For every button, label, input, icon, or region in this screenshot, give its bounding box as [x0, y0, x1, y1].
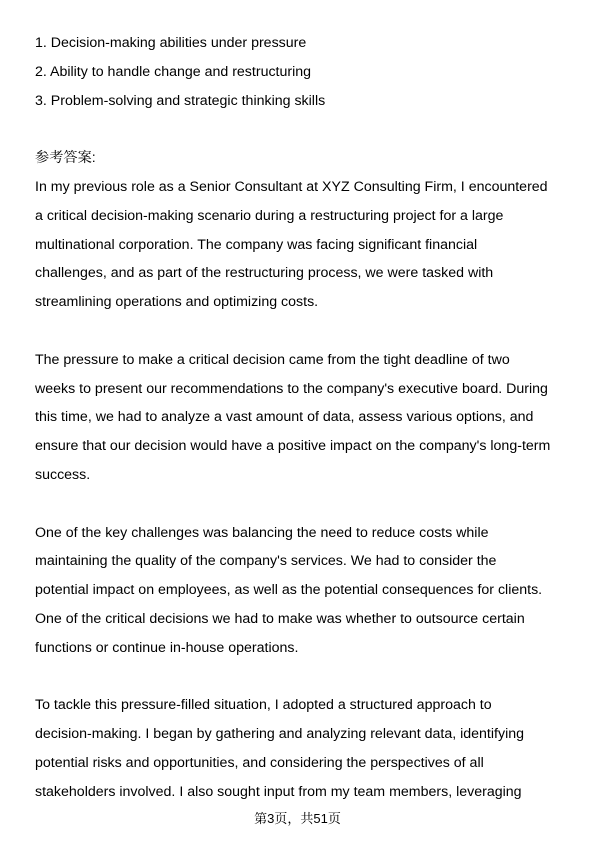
paragraph-line: potential impact on employees, as well as the potential consequences for clients. — [35, 582, 543, 599]
paragraph — [35, 346, 560, 490]
spacer — [35, 490, 560, 519]
paragraph — [35, 519, 560, 663]
paragraph-line: decision-making. I began by gathering and analyzing relevant data, identifying — [35, 726, 524, 743]
paragraph — [35, 691, 560, 806]
paragraph-line: One of the key challenges was balancing the need to reduce costs while — [35, 524, 489, 541]
paragraph-line: success. — [35, 466, 91, 483]
paragraph — [35, 173, 560, 317]
paragraph-line: In my previous role as a Senior Consultant at XYZ Consulting Firm, I encountered — [35, 178, 548, 195]
list-item: 3. Problem-solving and strategic thinking skills — [35, 92, 326, 109]
paragraph-line: The pressure to make a critical decision came from the tight deadline of two — [35, 351, 510, 368]
paragraph-line: weeks to present our recommendations to the company's executive board. During — [35, 380, 548, 397]
spacer — [35, 317, 560, 346]
paragraph-line: streamlining operations and optimizing costs. — [35, 294, 319, 311]
paragraph-line: ensure that our decision would have a positive impact on the company's long-term — [35, 438, 551, 455]
paragraph-line: stakeholders involved. I also sought input from my team members, leveraging — [35, 783, 522, 800]
spacer — [35, 663, 560, 692]
paragraph-line: functions or continue in-house operations. — [35, 639, 299, 656]
paragraph-line: One of the critical decisions we had to make was whether to outsource certain — [35, 610, 525, 627]
paragraph-line: challenges, and as part of the restructuring process, we were tasked with — [35, 265, 494, 282]
paragraph-line: a critical decision-making scenario during a restructuring project for a large — [35, 207, 504, 224]
page-number-footer: 第3页，共51页 — [254, 811, 341, 826]
list-item: 1. Decision-making abilities under pressure — [35, 35, 307, 51]
paragraph-line: To tackle this pressure-filled situation, I adopted a structured approach to — [35, 697, 492, 714]
paragraph-line: this time, we had to analyze a vast amount of data, assess various options, and — [35, 409, 534, 426]
list-item: 2. Ability to handle change and restructuring — [35, 63, 312, 80]
paragraph-line: multinational corporation. The company was facing significant financial — [35, 236, 478, 253]
spacer — [35, 115, 560, 144]
answer-heading: 参考答案: — [35, 150, 96, 167]
paragraph-line: potential risks and opportunities, and considering the perspectives of all — [35, 754, 484, 771]
criteria-list — [35, 29, 560, 115]
page-content — [35, 29, 560, 807]
paragraph-line: maintaining the quality of the company's services. We had to consider the — [35, 553, 497, 570]
